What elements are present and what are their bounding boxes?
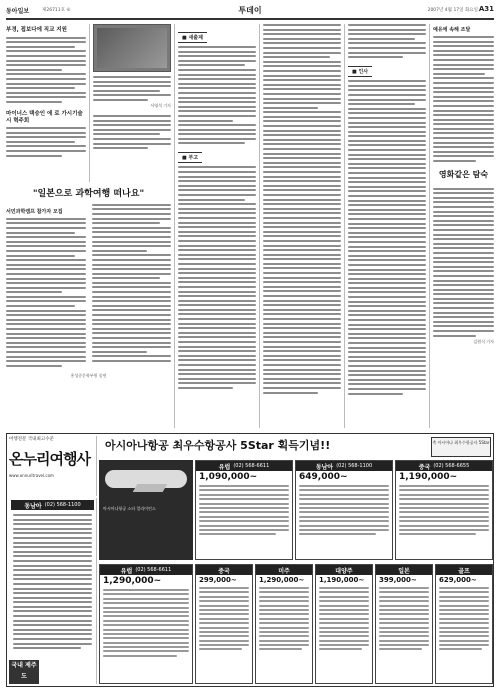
region-price: 1,190,000~	[399, 472, 458, 482]
column-6	[433, 24, 494, 345]
section-label: ■ 새출제	[178, 32, 207, 43]
section-title: 투데이	[238, 6, 262, 15]
newspaper-name: 동아일보	[6, 8, 30, 15]
section-label: ■ 인사	[348, 66, 372, 77]
byline: 서영석 기자	[150, 102, 171, 108]
column-divider	[429, 24, 430, 428]
column-divider	[259, 24, 260, 428]
region-name: 골프	[458, 567, 470, 575]
airplane-image	[99, 460, 193, 560]
article-headline: 예유에 속해 조달	[433, 27, 471, 33]
region-price: 1,190,000~	[319, 576, 365, 584]
region-phone: (02) 568-1100	[44, 502, 81, 508]
column-divider	[344, 24, 345, 428]
region-name: 중국	[418, 463, 431, 471]
ad-badge: 축 아시아나 최우수항공사 5Star	[431, 437, 491, 457]
ad-logo: 온누리여행사	[9, 450, 90, 468]
region-price: 1,290,000~	[259, 576, 305, 584]
column-divider	[174, 24, 175, 428]
ad-url[interactable]: www.onnuritravel.com	[9, 473, 54, 478]
column-5	[348, 24, 426, 395]
issue-number: 제26711호 ⑥	[42, 8, 71, 13]
region-name: 동남아	[24, 502, 42, 510]
region-name: 유럽	[120, 567, 133, 575]
ad-headline: 아시아나항공 최우수항공사 5Star 획득기념!!	[105, 439, 331, 452]
region-box-southeast-asia[interactable]	[295, 460, 393, 560]
ad-headline-bar	[99, 437, 493, 459]
region-price: 299,000~	[199, 576, 237, 584]
article-headline: 부경, 접보다에 직교 지원	[6, 27, 67, 33]
region-name: 대양주	[335, 567, 353, 575]
region-box-japan[interactable]	[375, 564, 433, 684]
region-phone: (02) 568-6611	[135, 567, 172, 573]
region-name: 유럽	[218, 463, 231, 471]
region-phone: (02) 568-6611	[233, 463, 270, 469]
region-phone: (02) 568-1100	[336, 463, 373, 469]
region-price: 399,000~	[379, 576, 417, 584]
region-box-europe[interactable]	[195, 460, 293, 560]
byline: 김원식 기자	[473, 338, 494, 344]
column-2	[93, 24, 171, 149]
domestic-jeju-label[interactable]: 국내 제주도	[9, 660, 39, 684]
science-trip-subhead: 서민과학캠프 참가자 모집	[6, 208, 63, 215]
region-box-oceania[interactable]	[315, 564, 373, 684]
region-price: 649,000~	[299, 472, 348, 482]
region-name: 중국	[218, 567, 230, 575]
article-photo	[93, 24, 171, 72]
region-phone: (02) 568-6655	[433, 463, 470, 469]
page-header	[6, 4, 494, 20]
hero-text: 아시아나항공 스타 얼라이언스	[103, 506, 156, 511]
ad-brand-block	[9, 436, 97, 496]
region-name: 일본	[398, 567, 410, 575]
section-label: ■ 부고	[178, 152, 202, 163]
science-trip-article	[6, 185, 171, 379]
region-box-americas[interactable]	[255, 564, 313, 684]
feature-headline: 영화같은 탐숙	[438, 170, 489, 180]
byline: 홍성준문학부원 종연	[70, 372, 107, 378]
ad-tagline: 여행전문 국내최고수준	[9, 437, 54, 442]
region-name: 동남아	[315, 463, 334, 471]
article-headline: 마이너스 택승인 에 로 가시기술시 혁주회	[6, 110, 83, 124]
travel-advertisement	[6, 433, 494, 687]
region-box-china-2[interactable]	[195, 564, 253, 684]
column-3	[178, 24, 256, 389]
column-divider	[89, 24, 90, 182]
column-4	[263, 24, 341, 394]
region-price: 629,000~	[439, 576, 477, 584]
issue-date: 2007년 4월 17일 화요일	[427, 8, 478, 13]
region-price: 1,090,000~	[199, 472, 258, 482]
page-number: A31	[478, 5, 494, 13]
region-price: 1,290,000~	[103, 576, 162, 586]
region-box-southeast-asia-left[interactable]	[9, 498, 97, 684]
column-1	[6, 24, 86, 157]
region-name: 미주	[278, 567, 290, 575]
region-box-golf[interactable]	[435, 564, 493, 684]
science-trip-headline: "일본으로 과학여행 떠나요"	[32, 189, 145, 199]
region-box-europe-2[interactable]	[99, 564, 193, 684]
region-box-china[interactable]	[395, 460, 493, 560]
